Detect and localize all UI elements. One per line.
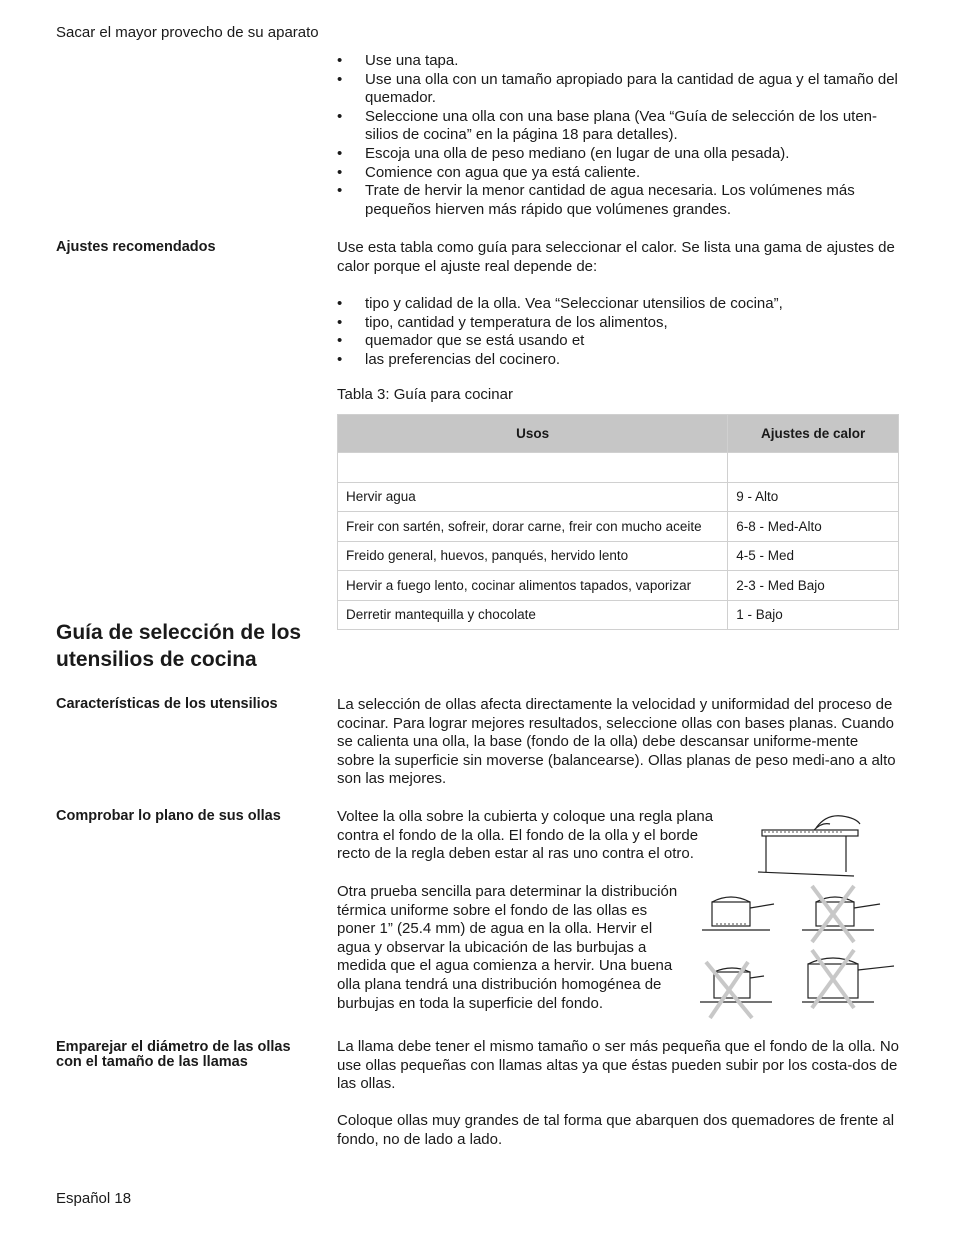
list-item: • Comience con agua que ya está caliente. (337, 164, 902, 183)
cooking-guide-table (337, 414, 899, 630)
pot-good-icon (702, 897, 774, 930)
table-cell: 4-5 - Med (728, 541, 899, 571)
list-item: • tipo y calidad de la olla. Vea “Seleccionar utensilios de cocina”, (337, 295, 899, 314)
page-header: Sacar el mayor provecho de su aparato (56, 24, 319, 41)
comprobar-text-2: Otra prueba sencilla para determinar la distribución térmica uniforme sobre el fondo de las ollas es poner 1” (25.4 mm) de agua en la olla. Hervir el agua y observar la ubicación de las burbujas a medida que el agua comienza a hervir. Una buena olla plana tendrá una distribución homogénea de burbujas en toda la superficie del fondo. (337, 883, 678, 1012)
bubble-test-illustration (698, 884, 898, 1020)
list-item: • Use una olla con un tamaño apropiado para la cantidad de agua y el tamaño del quemador. (337, 71, 902, 108)
list-item: • Trate de hervir la menor cantidad de agua necesaria. Los volúmenes más pequeños hierven más rápido que volúmenes grandes. (337, 182, 902, 219)
page-footer: Español 18 (56, 1190, 132, 1207)
table-row (338, 571, 899, 601)
list-item: • quemador que se está usando et (337, 332, 899, 351)
comprobar-label: Comprobar lo plano de sus ollas (56, 808, 281, 824)
large-pot-bad-icon (802, 950, 894, 1008)
column-header-usos: Usos (338, 415, 728, 453)
emparejar-text-2: Coloque ollas muy grandes de tal forma que abarquen dos quemadores de frente al fondo, no de lado a lado. (337, 1112, 895, 1148)
table-cell: Freido general, huevos, panqués, hervido lento (338, 541, 728, 571)
table-cell: Hervir agua (338, 482, 728, 512)
pot-bad-icon (802, 886, 880, 942)
small-pot-bad-icon (700, 962, 772, 1018)
table-row (338, 541, 899, 571)
table-cell: 9 - Alto (728, 482, 899, 512)
list-item: • las preferencias del cocinero. (337, 351, 899, 370)
table-row (338, 600, 899, 630)
section-title: Guía de selección de los utensilios de cocina (56, 621, 302, 671)
table-cell: 1 - Bajo (728, 600, 899, 630)
caracteristicas-label: Características de los utensilios (56, 696, 278, 712)
ajustes-list (337, 295, 899, 369)
ruler-flatness-illustration (756, 808, 864, 880)
ajustes-intro: Use esta tabla como guía para seleccionar el calor. Se lista una gama de ajustes de calor porque el ajuste real depende de: (337, 239, 895, 275)
list-item: • Seleccione una olla con una base plana (Vea “Guía de selección de los uten-silios de cocina” en la página 18 para detalles). (337, 108, 902, 145)
list-item: • tipo, cantidad y temperatura de los alimentos, (337, 314, 899, 333)
list-item: • Use una tapa. (337, 52, 902, 71)
emparejar-label: Emparejar el diámetro de las ollas con el tamaño de las llamas (56, 1039, 291, 1070)
tips-list (337, 52, 902, 219)
table-cell: Derretir mantequilla y chocolate (338, 600, 728, 630)
ajustes-label: Ajustes recomendados (56, 239, 216, 255)
table-caption: Tabla 3: Guía para cocinar (337, 386, 513, 403)
column-header-ajustes: Ajustes de calor (728, 415, 899, 453)
table-cell: Hervir a fuego lento, cocinar alimentos tapados, vaporizar (338, 571, 728, 601)
caracteristicas-text: La selección de ollas afecta directamente la velocidad y uniformidad del proceso de cocinar. Para lograr mejores resultados, seleccione ollas con bases planas. Cuando se calienta una olla, la base (fondo de la olla) debe descansar uniforme-mente sobre la superficie sin moverse (balancearse). Ollas planas de peso medi-ano a alto son las mejores. (337, 696, 896, 788)
table-cell: Freir con sartén, sofreir, dorar carne, freir con mucho aceite (338, 512, 728, 542)
table-row (338, 482, 899, 512)
list-item: • Escoja una olla de peso mediano (en lugar de una olla pesada). (337, 145, 902, 164)
table-row (338, 512, 899, 542)
comprobar-text-1: Voltee la olla sobre la cubierta y coloque una regla plana contra el fondo de la olla. El fondo de la olla y el borde recto de la regla deben estar al ras uno contra el otro. (337, 808, 714, 863)
emparejar-text-1: La llama debe tener el mismo tamaño o ser más pequeña que el fondo de la olla. No use ollas pequeñas con llamas altas ya que éstas pueden subir por los costa-dos de las ollas. (337, 1038, 900, 1093)
table-cell: 2-3 - Med Bajo (728, 571, 899, 601)
table-cell: 6-8 - Med-Alto (728, 512, 899, 542)
